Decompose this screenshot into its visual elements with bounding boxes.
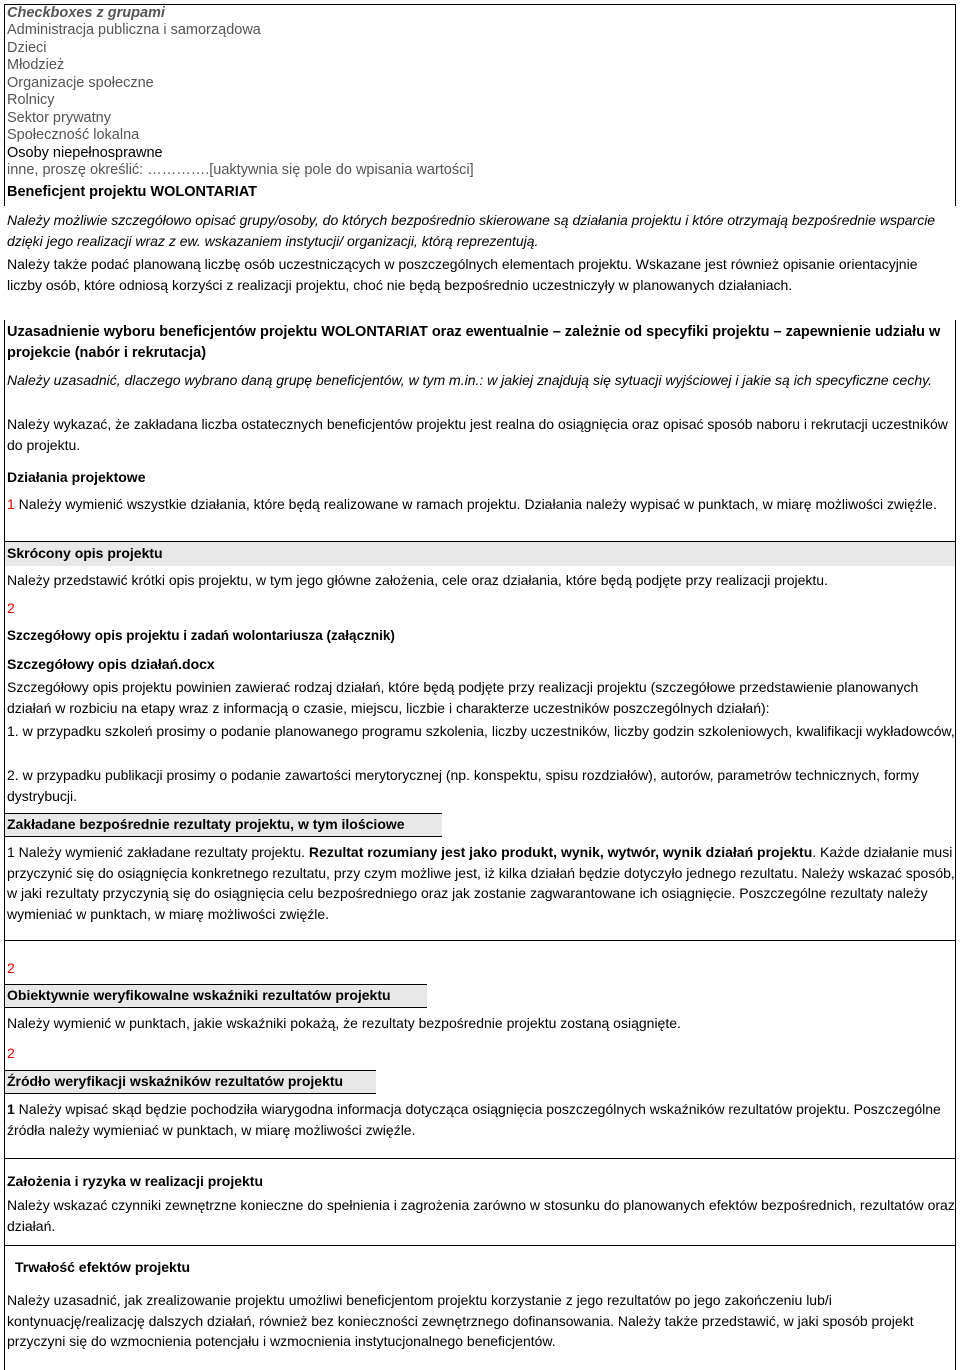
item-number: 1 (7, 1101, 15, 1117)
checkbox-option[interactable]: Dzieci (7, 39, 47, 56)
uzasadnienie-description: Należy uzasadnić, dlaczego wybrano daną grupę beneficjentów, w tym m.in.: w jakiej znajdują się sytuacji wyjściowej i jakie są ich specyficzne cechy. (7, 372, 932, 388)
section-heading-wskazniki: Obiektywnie weryfikowalne wskaźniki rezultatów projektu (7, 987, 391, 1003)
checkbox-option[interactable]: Organizacje społeczne (7, 74, 154, 91)
section-heading-dzialania: Działania projektowe (7, 469, 146, 485)
checkbox-option[interactable]: Sektor prywatny (7, 109, 111, 126)
section-heading-zalozenia: Założenia i ryzyka w realizacji projektu (7, 1173, 263, 1189)
section-heading-zrodlo: Źródło weryfikacji wskaźników rezultatów projektu (7, 1073, 344, 1089)
section-heading-uzasadnienie: Uzasadnienie wyboru beneficjentów projektu WOLONTARIAT oraz ewentualnie – zależnie od specyfiki projektu – zapewnienie udziału w projekcie (nabór i rekrutacja) (7, 324, 941, 361)
frame-left-border (4, 4, 5, 206)
szczegolowy-item-2: 2. w przypadku publikacji prosimy o podanie zawartości merytorycznej (np. konspektu, spisu rozdziałów), autorów, parametrów technicznych, formy dystrybucji. (7, 767, 919, 804)
wskazniki-number: 2 (7, 1045, 15, 1061)
checkbox-group (7, 4, 947, 180)
beneficjent-description: Należy możliwie szczegółowo opisać grupy/osoby, do których bezpośrednio skierowane są działania projektu i które otrzymają bezpośrednie wsparcie dzięki jego realizacji wraz z ew. wskazaniem instytucji/ organizacji, którą reprezentują. (7, 212, 936, 249)
uzasadnienie-recruitment-note: Należy wykazać, że zakładana liczba ostatecznych beneficjentów projektu jest realna do osiągnięcia oraz opisać sposób naboru i rekrutacji uczestników do projektu. (7, 416, 948, 453)
section-heading-trwalosc: Trwałość efektów projektu (15, 1259, 191, 1275)
zrodlo-description (7, 1099, 955, 1140)
dzialania-description (7, 494, 955, 515)
rezultaty-text-1: 1 Należy wymienić zakładane rezultaty projektu. (7, 844, 309, 860)
section-heading-skrocony: Skrócony opis projektu (7, 545, 163, 561)
rezultaty-text-2: . Każde działanie musi przyczynić się do osiągnięcia konkretnego rezultatu, przy czym możliwe jest, iż kilka działań będzie dotyczyło jednego rezultatu. Należy wskazać sposób, w jaki rezultaty przyczynią się do osiągnięcia celu bezpośredniego oraz jak zostanie zagwarantowane ich osiągnięcie. Poszczególne rezultaty należy wymieniać w punktach, w miarę możliwości zwięźle. (7, 844, 955, 922)
attachment-filename[interactable]: Szczegółowy opis działań.docx (7, 656, 215, 672)
szczegolowy-description: Szczegółowy opis projektu powinien zawierać rodzaj działań, które będą podjęte przy realizacji projektu (szczegółowe przedstawienie planowanych działań w rozbiciu na etapy wraz z informacją o czasie, miejscu, liczbie i charakterze uczestników poszczególnych działań): (7, 679, 919, 716)
divider-zalozenia (4, 1245, 956, 1246)
section-heading-szczegolowy: Szczegółowy opis projektu i zadań wolontariusza (załącznik) (7, 628, 395, 643)
checkbox-option-other[interactable]: inne, proszę określić: ………….[uaktywnia się pole do wpisania wartości] (7, 162, 474, 178)
checkbox-option[interactable]: Osoby niepełnosprawne (7, 144, 163, 161)
item-number: 1 (7, 496, 15, 512)
beneficjent-count-note: Należy także podać planowaną liczbę osób uczestniczących w poszczególnych elementach projektu. Wskazane jest również opisanie orientacyjnie liczby osób, które odniosą korzyści z realizacji projektu, choć nie będą bezpośrednio uczestniczyły w planowanych działaniach. (7, 256, 918, 293)
skrocony-description: Należy przedstawić krótki opis projektu, w tym jego główne założenia, cele oraz działania, które będą podjęte przy realizacji projektu. (7, 572, 828, 588)
section-heading-beneficjent: Beneficjent projektu WOLONTARIAT (7, 184, 257, 200)
skrocony-number: 2 (7, 600, 15, 616)
checkbox-option[interactable]: Społeczność lokalna (7, 127, 140, 143)
divider-zrodlo (4, 1158, 956, 1159)
rezultaty-definition: Rezultat rozumiany jest jako produkt, wynik, wytwór, wynik działań projektu (308, 844, 813, 860)
trwalosc-description: Należy uzasadnić, jak zrealizowanie projektu umożliwi beneficjentom projektu korzystanie z jego rezultatów po jego zakończeniu lub/i kontynuację/realizację dalszych działań, również bez konieczności zewnętrznego dofinansowania. Należy także przedstawić, w jaki sposób projekt przyczyni się do wzmocnienia potencjału i wzmocnienia instytucjonalnego beneficjentów. (7, 1292, 914, 1349)
frame-right-border (955, 4, 956, 206)
checkbox-group-title: Checkboxes z grupami (7, 5, 165, 21)
section-heading-rezultaty: Zakładane bezpośrednie rezultaty projektu, w tym ilościowe (7, 816, 405, 832)
checkbox-option[interactable]: Młodzież (7, 57, 65, 73)
zalozenia-description: Należy wskazać czynniki zewnętrzne konieczne do spełnienia i zagrożenia zarówno w stosunku do planowanych efektów bezpośrednich, rezultatów oraz działań. (7, 1197, 955, 1234)
frame-left-border-2 (4, 320, 5, 1370)
frame-right-border-2 (955, 320, 956, 1370)
zrodlo-text: Należy wpisać skąd będzie pochodziła wiarygodna informacja dotycząca osiągnięcia poszczególnych wskaźników rezultatów projektu. Poszczególne źródła należy wymieniać w punktach, w miarę możliwości zwięźle. (7, 1101, 941, 1138)
divider-rezultaty (4, 940, 956, 941)
dzialania-text: Należy wymienić wszystkie działania, które będą realizowane w ramach projektu. Działania należy wypisać w punktach, w miarę możliwości zwięźle. (14, 496, 937, 512)
checkbox-option[interactable]: Administracja publiczna i samorządowa (7, 22, 261, 38)
wskazniki-description: Należy wymienić w punktach, jakie wskaźniki pokażą, że rezultaty bezpośrednie projektu zostaną osiągnięte. (7, 1015, 681, 1031)
rezultaty-description (7, 842, 955, 924)
szczegolowy-item-1: 1. w przypadku szkoleń prosimy o podanie planowanego programu szkolenia, liczby uczestników, liczby godzin szkoleniowych, kwalifikacji wykładowców, (7, 723, 955, 739)
checkbox-options-list (7, 22, 947, 180)
rezultaty-number: 2 (7, 960, 15, 976)
checkbox-option[interactable]: Rolnicy (7, 92, 55, 108)
